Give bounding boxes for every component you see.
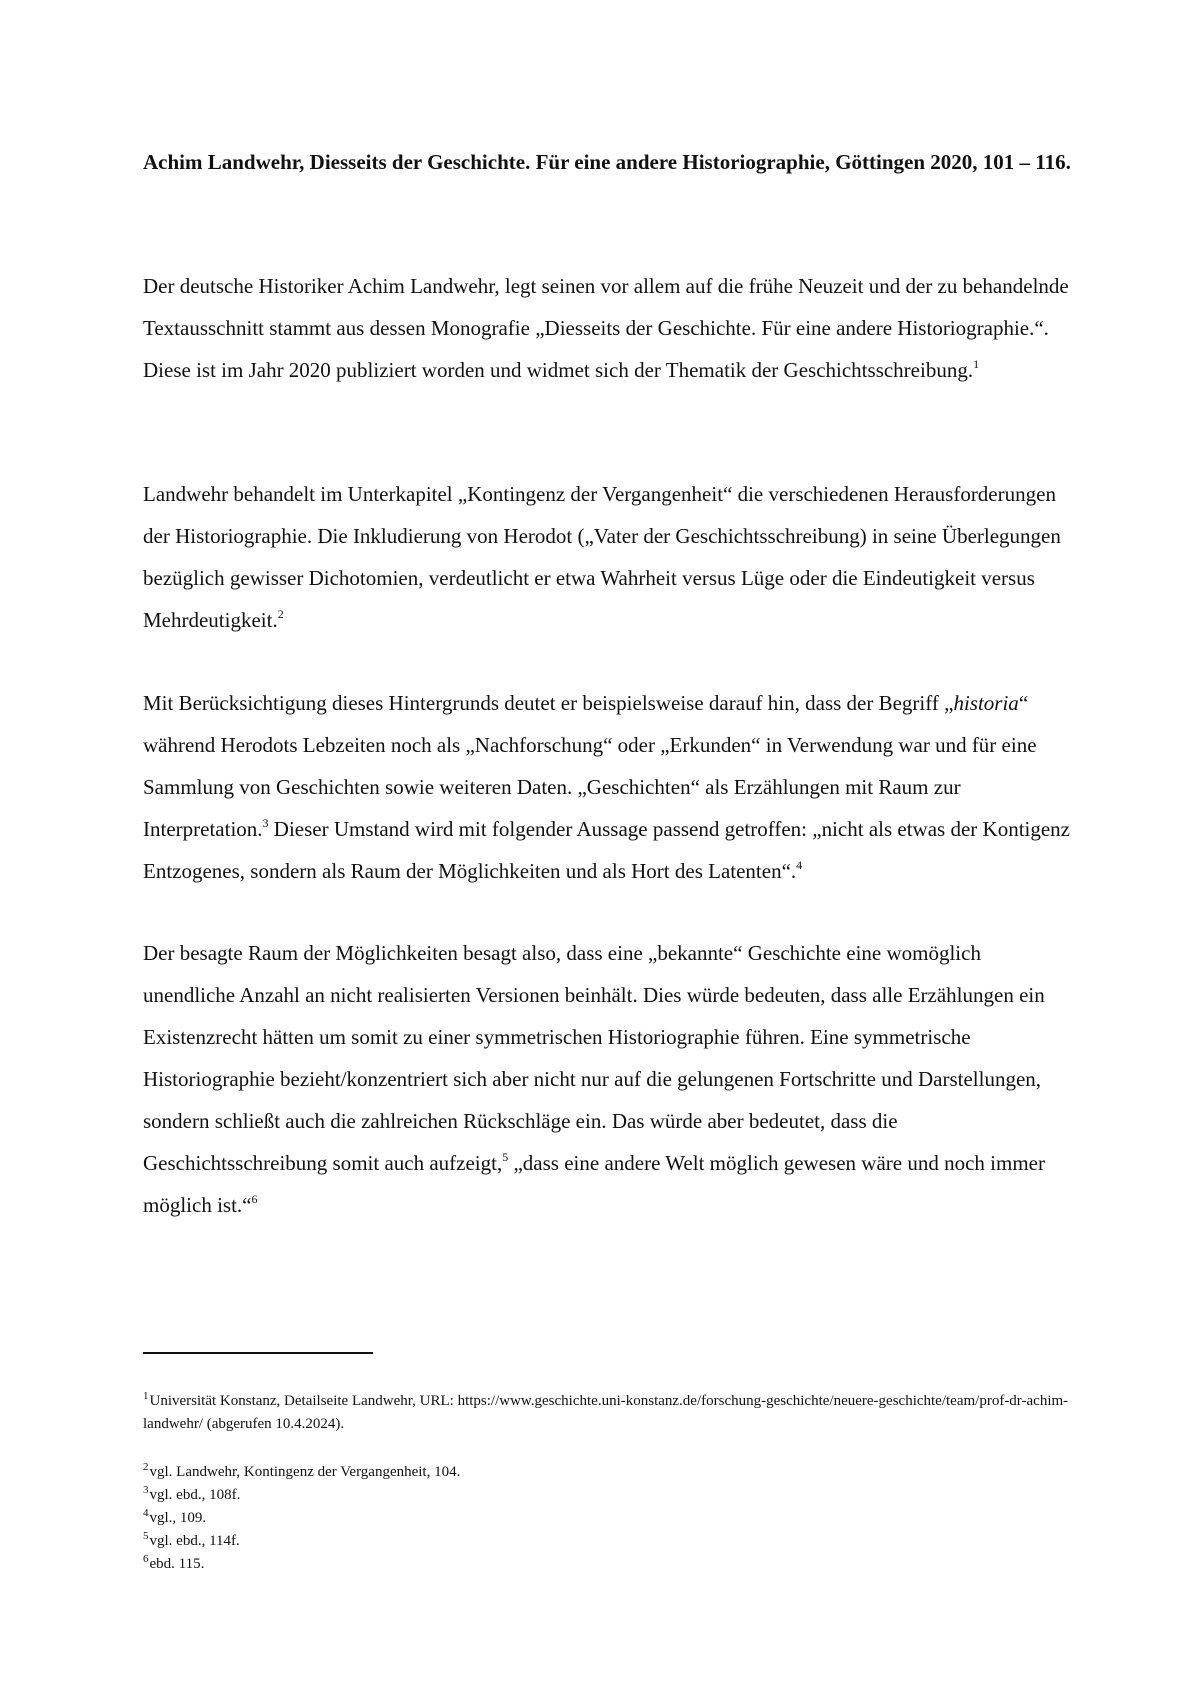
footnote-text: ebd. 115. — [149, 1556, 205, 1572]
footnote-text: Universität Konstanz, Detailseite Landwehr, URL: https://www.geschichte.uni-konstanz.de/forschung-geschichte/neuere-geschichte/team/prof-dr-achim-landwehr/ (abgerufen 10.4.2024). — [143, 1393, 1069, 1432]
italic-term: historia — [953, 691, 1019, 715]
footnote-reference[interactable]: 4 — [796, 858, 803, 872]
paragraph-historia — [143, 682, 1073, 892]
footnote-separator — [143, 1352, 373, 1354]
paragraph-herausforderungen — [143, 473, 1073, 641]
footnote-number: 2 — [143, 1461, 149, 1473]
footnote-item — [143, 1553, 1073, 1576]
paragraph-text: Mit Berücksichtigung dieses Hintergrunds deutet er beispielsweise darauf hin, dass der Begriff „ — [143, 691, 954, 715]
paragraph-moeglichkeiten — [143, 932, 1073, 1226]
paragraph-text: Der besagte Raum der Möglichkeiten besagt also, dass eine „bekannte“ Geschichte eine womöglich unendliche Anzahl an nicht realisierten Versionen beinhält. Dies würde bedeuten, dass alle Erzählungen ein Existenzrecht hätten um somit zu einer symmetrischen Historiographie führen. Eine symmetrische Historiographie bezieht/konzentriert sich aber nicht nur auf die gelungenen Fortschritte und Darstellungen, sondern schließt auch die zahlreichen Rückschläge ein. Das würde aber bedeutet, dass die Geschichtsschreibung somit auch aufzeigt, — [143, 941, 1045, 1175]
paragraph-text: Der deutsche Historiker Achim Landwehr, legt seinen vor allem auf die frühe Neuzeit und der zu behandelnde Textausschnitt stammt aus dessen Monografie „Diesseits der Geschichte. Für eine andere Historiographie.“. Diese ist im Jahr 2020 publiziert worden und widmet sich der Thematik der Geschichtsschreibung. — [143, 274, 1069, 382]
paragraph-text: “ während Herodots Lebzeiten noch als „Nachforschung“ oder „Erkunden“ in Verwendung war und für eine Sammlung von Geschichten sowie weiteren Daten. „Geschichten“ als Erzählungen mit Raum zur Interpretation. — [143, 691, 1037, 841]
paragraph-introduction — [143, 265, 1073, 391]
document-title: Achim Landwehr, Diesseits der Geschichte. Für eine andere Historiographie, Göttingen 2020, 101 – 116. — [143, 150, 1071, 174]
footnote-number: 6 — [143, 1553, 149, 1565]
footnote-number: 4 — [143, 1507, 149, 1519]
footnotes-section — [143, 1390, 1073, 1576]
footnote-text: vgl. ebd., 114f. — [149, 1533, 240, 1549]
paragraph-text: Dieser Umstand wird mit folgender Aussage passend getroffen: „nicht als etwas der Kontigenz Entzogenes, sondern als Raum der Möglichkeiten und als Hort des Latenten“. — [143, 817, 1071, 883]
footnote-text: vgl. Landwehr, Kontingenz der Vergangenheit, 104. — [149, 1464, 461, 1480]
footnote-reference[interactable]: 2 — [277, 607, 284, 621]
footnote-reference[interactable]: 3 — [262, 816, 269, 830]
footnote-number: 1 — [143, 1390, 149, 1402]
footnote-item — [143, 1507, 1073, 1530]
footnote-reference[interactable]: 5 — [502, 1150, 509, 1164]
paragraph-text: Landwehr behandelt im Unterkapitel „Kontingenz der Vergangenheit“ die verschiedenen Herausforderungen der Historiographie. Die Inkludierung von Herodot („Vater der Geschichtsschreibung) in seine Überlegungen bezüglich gewisser Dichotomien, verdeutlicht er etwa Wahrheit versus Lüge oder die Eindeutigkeit versus Mehrdeutigkeit. — [143, 482, 1061, 632]
footnote-number: 5 — [143, 1530, 149, 1542]
footnote-item — [143, 1461, 1073, 1484]
footnote-item — [143, 1390, 1073, 1436]
paragraph-text: „dass eine andere Welt möglich gewesen wäre und noch immer möglich ist.“ — [143, 1151, 1045, 1217]
footnote-reference[interactable]: 1 — [973, 357, 980, 371]
footnote-item — [143, 1530, 1073, 1553]
footnote-reference[interactable]: 6 — [251, 1192, 258, 1206]
footnote-number: 3 — [143, 1484, 149, 1496]
footnote-item — [143, 1484, 1073, 1507]
footnote-text: vgl., 109. — [149, 1510, 207, 1526]
footnote-text: vgl. ebd., 108f. — [149, 1487, 241, 1503]
